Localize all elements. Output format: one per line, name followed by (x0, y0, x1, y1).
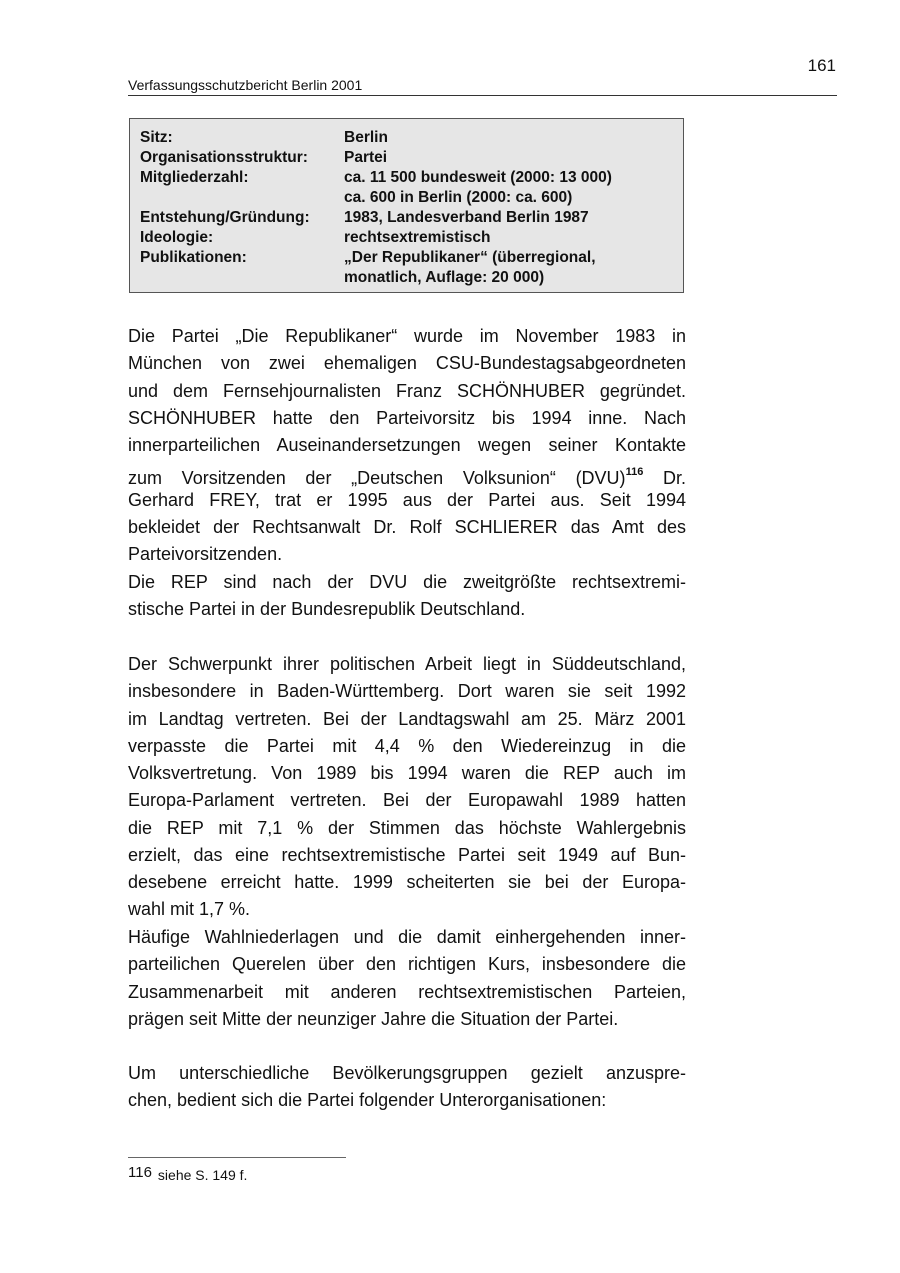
body-paragraph (128, 924, 686, 1033)
info-label: Ideologie: (140, 229, 214, 246)
text-line: Der Schwerpunkt ihrer politischen Arbeit liegt in Süddeutschland, (128, 654, 686, 674)
text-line: Zusammenarbeit mit anderen rechtsextremistischen Parteien, (128, 981, 686, 1002)
organization-info-box (129, 118, 684, 293)
info-label: Sitz: (140, 129, 173, 146)
text-line: Gerhard FREY, trat er 1995 aus der Partei aus. Seit 1994 (128, 489, 686, 510)
body-paragraph (128, 323, 686, 568)
text-segment: Dr. (643, 468, 686, 489)
text-line: desebene erreicht hatte. 1999 scheiterten sie bei der Europa- (128, 872, 686, 892)
text-line: im Landtag vertreten. Bei der Landtagswahl am 25. März 2001 (128, 708, 686, 729)
info-values (344, 148, 387, 168)
footnote-divider (128, 1157, 346, 1158)
text-line: Um unterschiedliche Bevölkerungsgruppen gezielt anzuspre- (128, 1063, 686, 1083)
info-row (140, 148, 683, 168)
running-header: Verfassungsschutzbericht Berlin 2001 (128, 77, 363, 93)
text-line: verpasste die Partei mit 4,4 % den Wiedereinzug in die (128, 735, 686, 756)
text-line: SCHÖNHUBER hatte den Parteivorsitz bis 1994 inne. Nach (128, 407, 686, 428)
text-line: innerparteilichen Auseinandersetzungen wegen seiner Kontakte (128, 435, 686, 455)
footnote-reference: 116 (625, 466, 644, 479)
info-row (140, 248, 683, 288)
text-line (128, 459, 686, 489)
info-value: rechtsextremistisch (344, 229, 491, 246)
footnote-text: siehe S. 149 f. (157, 1167, 248, 1183)
info-row (140, 228, 683, 248)
text-line: Volksvertretung. Von 1989 bis 1994 waren die REP auch im (128, 763, 686, 783)
info-label: Publikationen: (140, 249, 247, 266)
text-line: Die REP sind nach der DVU die zweitgrößte rechtsextremi- (128, 572, 686, 592)
body-paragraph (128, 651, 686, 924)
info-label: Mitgliederzahl: (140, 169, 249, 186)
footnote-number: 116 (128, 1164, 152, 1181)
text-line: bekleidet der Rechtsanwalt Dr. Rolf SCHLIERER das Amt des (128, 516, 686, 537)
info-values (344, 208, 589, 228)
info-values (344, 228, 490, 248)
info-values (344, 128, 388, 148)
info-value: monatlich, Auflage: 20 000) (344, 269, 545, 286)
info-value: ca. 600 in Berlin (2000: ca. 600) (344, 189, 573, 206)
text-line: parteilichen Querelen über den richtigen Kurs, insbesondere die (128, 954, 686, 975)
info-value: 1983, Landesverband Berlin 1987 (344, 209, 589, 226)
info-row (140, 208, 683, 228)
text-line: stische Partei in der Bundesrepublik Deutschland. (128, 599, 526, 620)
text-line: prägen seit Mitte der neunziger Jahre die Situation der Partei. (128, 1008, 619, 1029)
body-paragraph (128, 1060, 686, 1115)
info-value: „Der Republikaner“ (überregional, (344, 249, 596, 266)
text-line: Häufige Wahlniederlagen und die damit einhergehenden inner- (128, 927, 686, 947)
info-value: Berlin (344, 129, 388, 146)
info-row (140, 128, 683, 148)
text-line: Europa-Parlament vertreten. Bei der Europawahl 1989 hatten (128, 790, 686, 811)
text-line: insbesondere in Baden-Württemberg. Dort waren sie seit 1992 (128, 681, 686, 702)
text-line: chen, bedient sich die Partei folgender Unterorganisationen: (128, 1090, 607, 1111)
info-label: Entstehung/Gründung: (140, 209, 310, 226)
info-values (344, 168, 612, 208)
page-number: 161 (807, 56, 836, 75)
body-paragraph (128, 569, 686, 624)
info-values (344, 248, 596, 288)
text-line: Die Partei „Die Republikaner“ wurde im November 1983 in (128, 326, 686, 346)
text-line: wahl mit 1,7 %. (128, 899, 251, 920)
info-value: Partei (344, 149, 388, 166)
text-line: Parteivorsitzenden. (128, 544, 283, 564)
info-row (140, 168, 683, 208)
info-value: ca. 11 500 bundesweit (2000: 13 000) (344, 169, 612, 186)
header-divider (128, 95, 837, 96)
text-line: die REP mit 7,1 % der Stimmen das höchste Wahlergebnis (128, 817, 686, 838)
footnote (128, 1164, 247, 1183)
text-segment: zum Vorsitzenden der „Deutschen Volksunion“ (DVU) (128, 468, 626, 489)
info-label: Organisationsstruktur: (140, 149, 308, 166)
text-line: München von zwei ehemaligen CSU-Bundestagsabgeordneten (128, 353, 686, 374)
text-line: erzielt, das eine rechtsextremistische Partei seit 1949 auf Bun- (128, 844, 686, 865)
text-line: und dem Fernsehjournalisten Franz SCHÖNHUBER gegründet. (128, 380, 686, 401)
